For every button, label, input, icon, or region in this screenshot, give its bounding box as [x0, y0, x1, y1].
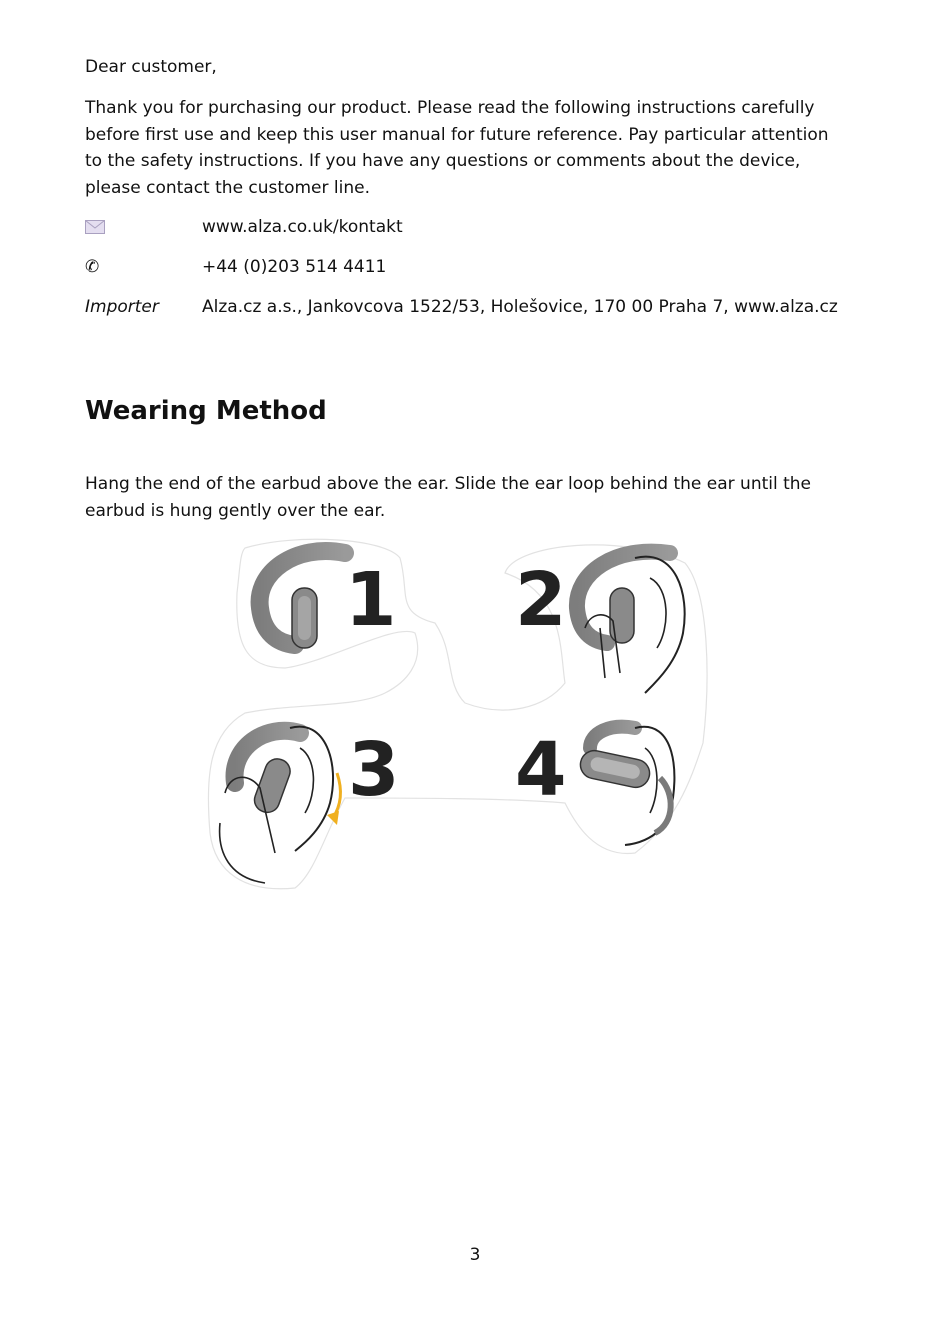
step-number: 2: [515, 557, 567, 643]
contact-phone-row: [85, 254, 845, 280]
intro-paragraph: Thank you for purchasing our product. Please read the following instructions carefully before first use and keep this user manual for future reference. Pay particular attention to the safety instructions. If you have any questions or comments about the device, please contact the customer line.: [85, 98, 829, 199]
importer-row: [85, 294, 845, 320]
contact-email[interactable]: www.alza.co.uk/kontakt: [202, 217, 403, 237]
step-number: 1: [345, 557, 397, 643]
wearing-steps-figure: [205, 533, 715, 893]
step-number: 4: [515, 727, 567, 813]
contact-email-row: [85, 214, 845, 240]
section-body: Hang the end of the earbud above the ear. Slide the ear loop behind the ear until the earbud is hung gently over the ear.: [85, 474, 812, 521]
phone-icon: ✆: [85, 257, 100, 277]
greeting: Dear customer,: [85, 57, 217, 77]
contact-phone: +44 (0)203 514 4411: [202, 257, 387, 277]
envelope-icon: [85, 214, 105, 242]
importer-address: Alza.cz a.s., Jankovcova 1522/53, Holešovice, 170 00 Praha 7, www.alza.cz: [202, 297, 838, 317]
section-title: Wearing Method: [85, 396, 327, 426]
wearing-method-illustration: [205, 533, 715, 893]
page-number: 3: [469, 1245, 481, 1265]
importer-label: Importer: [85, 297, 159, 317]
step-number: 3: [348, 727, 400, 813]
